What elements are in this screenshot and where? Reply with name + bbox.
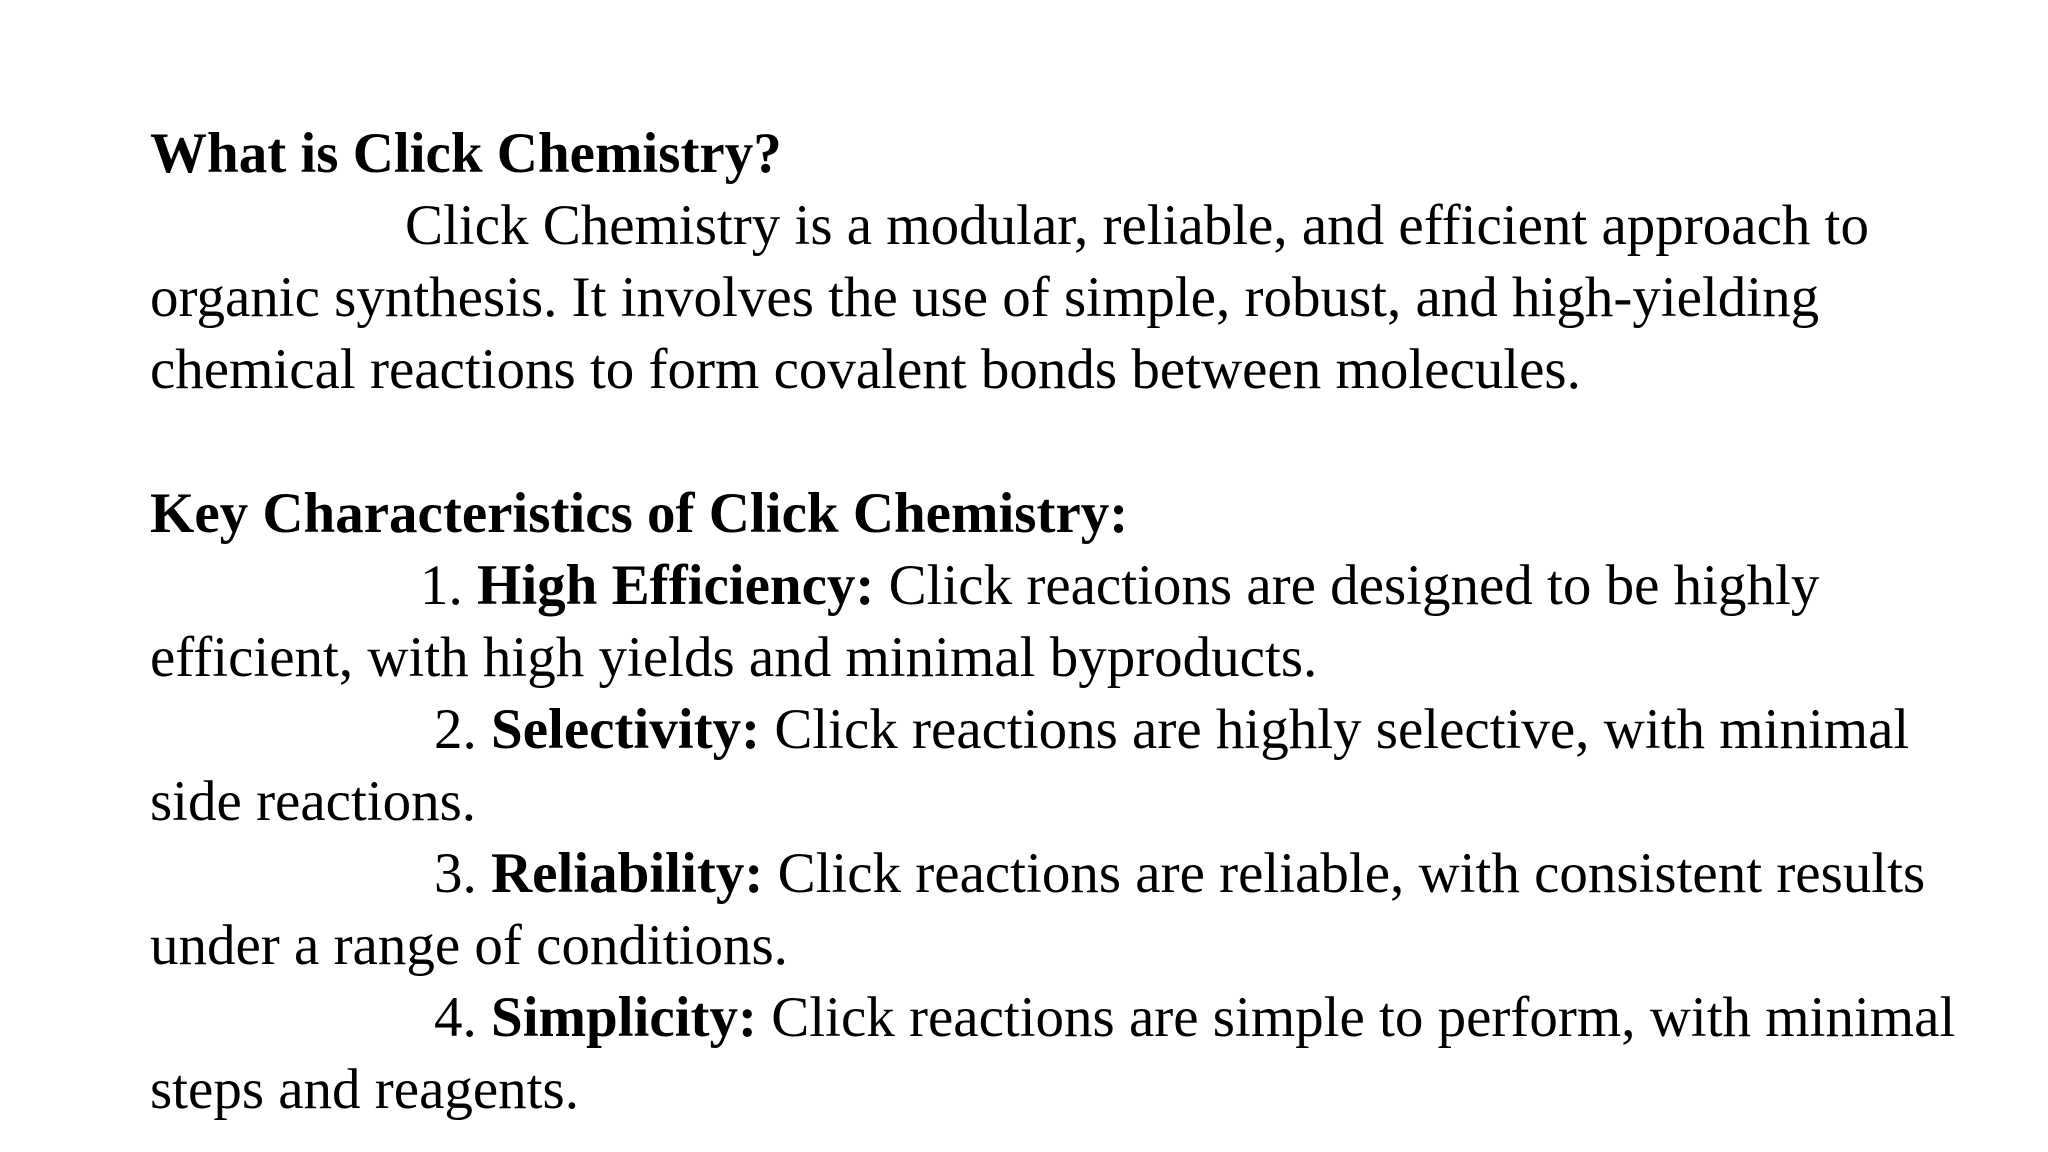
list-item (150, 550, 1970, 694)
section-spacer (150, 406, 1970, 478)
list-item-term: Reliability: (491, 842, 764, 905)
list-item (150, 838, 1970, 982)
section-heading-key-characteristics: Key Characteristics of Click Chemistry: (150, 482, 1129, 545)
section-heading-what-is: What is Click Chemistry? (150, 122, 782, 185)
list-item-term: High Efficiency: (477, 554, 875, 617)
list-item-term: Selectivity: (491, 698, 761, 761)
list-item-number: 3. (434, 842, 477, 905)
list-item (150, 982, 1970, 1126)
list-item-text: Click reactions are designed to be highly efficient, with high yields and minimal byproducts. (150, 554, 1820, 689)
list-item-text: Click reactions are reliable, with consistent results under a range of conditions. (150, 842, 1926, 977)
document-body (150, 118, 1970, 1126)
list-item-term: Simplicity: (491, 986, 757, 1049)
list-item-number: 1. (420, 554, 463, 617)
list-item-text: Click reactions are highly selective, with minimal side reactions. (150, 698, 1910, 833)
list-item (150, 694, 1970, 838)
list-item-text: Click reactions are simple to perform, with minimal steps and reagents. (150, 986, 1956, 1121)
list-item-number: 4. (434, 986, 477, 1049)
list-item-number: 2. (434, 698, 477, 761)
intro-paragraph: Click Chemistry is a modular, reliable, and efficient approach to organic synthesis. It involves the use of simple, robust, and high-yielding chemical reactions to form covalent bonds between molecules. (150, 194, 1869, 401)
